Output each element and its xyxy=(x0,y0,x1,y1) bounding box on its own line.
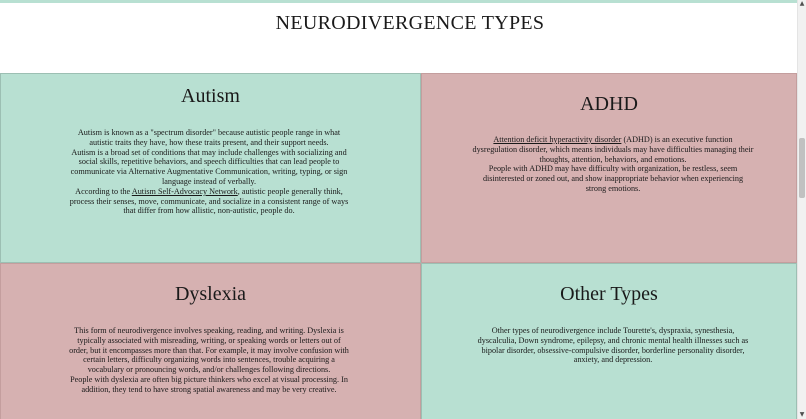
autism-paragraph-3 xyxy=(67,187,351,216)
adhd-definition-link[interactable]: Attention deficit hyperactivity disorder xyxy=(493,135,622,144)
adhd-paragraph-2: People with ADHD may have difficulty with organization, be restless, seem disinterested or zoned out, and show inappropriate behavior when experiencing strong emotions. xyxy=(482,164,744,193)
dyslexia-card xyxy=(0,263,421,419)
autism-paragraph-1: Autism is known as a "spectrum disorder" because autistic people range in what autistic traits they have, how these traits present, and their support needs. xyxy=(77,128,341,147)
page-title: NEURODIVERGENCE TYPES xyxy=(275,12,545,34)
other-types-body xyxy=(472,326,754,365)
neurodivergence-grid xyxy=(0,73,797,419)
dyslexia-paragraph-1: This form of neurodivergence involves speaking, reading, and writing. Dyslexia is typically associated with misreading, writing, or speaking words or letters out of order, but it encompasses more than that. For example, it may involve confusion with certain letters, difficulty organizing words into sentences, trouble acquiring a vocabulary or pronouncing words, and/or challenges following directions. xyxy=(69,326,349,375)
vertical-scrollbar[interactable] xyxy=(797,0,806,419)
autism-p3-after: , autistic people generally think, process their senses, move, communicate, and socialize in a consistent range of ways that differ from how allistic, non-autistic, people do. xyxy=(69,186,349,216)
dyslexia-body xyxy=(67,326,351,395)
other-types-card xyxy=(421,263,797,419)
dyslexia-paragraph-2: People with dyslexia are often big picture thinkers who excel at visual processing. In addition, they tend to have strong spatial awareness and may be very creative. xyxy=(70,374,348,394)
autism-paragraph-2: Autism is a broad set of conditions that may include challenges with socializing and social skills, repetitive behaviors, and speech difficulties that can lead people to communicate via Alternative Augmentative Communication, writing, typing, or sign language instead of verbally. xyxy=(70,147,348,186)
scroll-up-icon[interactable]: ▲ xyxy=(799,0,805,7)
other-types-heading: Other Types xyxy=(560,283,658,305)
scroll-down-icon[interactable]: ▼ xyxy=(799,411,805,418)
adhd-paragraph-1 xyxy=(472,135,754,164)
adhd-body xyxy=(472,135,754,194)
top-accent-strip xyxy=(0,0,797,3)
adhd-p1-after: (ADHD) is an executive function dysregulation disorder, which means individuals may have difficulties managing their thoughts, attention, behaviors, and emotions. xyxy=(472,135,754,164)
autism-card xyxy=(0,73,421,263)
autism-heading: Autism xyxy=(181,85,240,107)
autism-body xyxy=(67,128,351,216)
other-types-paragraph-1: Other types of neurodivergence include Tourette's, dyspraxia, synesthesia, dyscalculia, Down syndrome, epilepsy, and chronic mental health illnesses such as bipolar disorder, obsessive-compulsive disorder, borderline personality disorder, anxiety, and depression. xyxy=(477,326,749,365)
autism-self-advocacy-network-link[interactable]: Autism Self-Advocacy Network xyxy=(131,186,238,196)
adhd-card xyxy=(421,73,797,263)
scrollbar-thumb[interactable] xyxy=(799,138,805,198)
adhd-heading: ADHD xyxy=(580,93,638,115)
dyslexia-heading: Dyslexia xyxy=(174,283,247,305)
autism-p3-before: According to the xyxy=(75,186,132,196)
